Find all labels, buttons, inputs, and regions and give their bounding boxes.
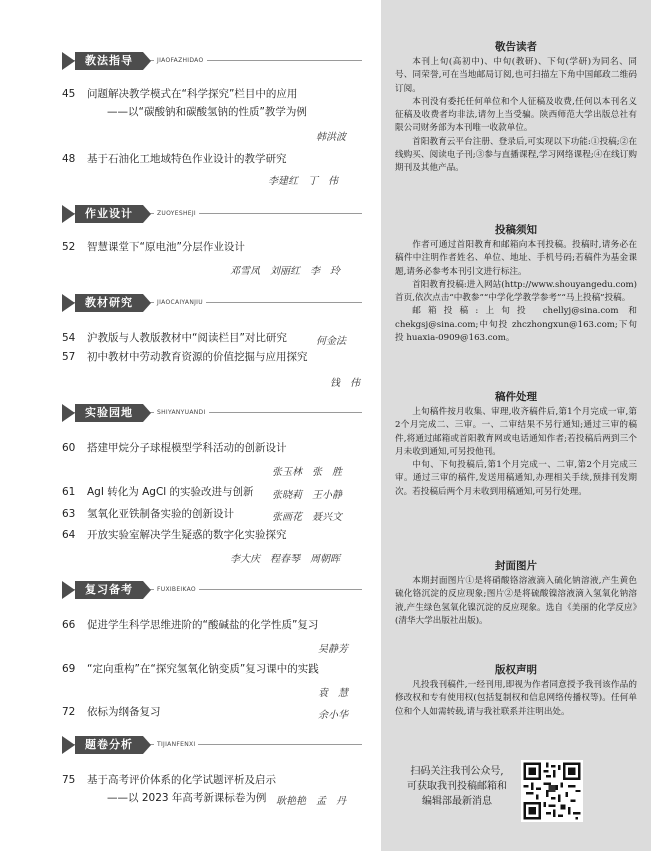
article-authors: 张晓莉 王小静 bbox=[272, 490, 342, 501]
page-number: 61 bbox=[62, 486, 76, 498]
notice-paragraph: 首阳教育投稿:进入网站(http://www.shouyangedu.com)首页,依次点击“中教参”“中学化学教学参考”“马上投稿”投稿。 bbox=[395, 279, 637, 304]
section-title: 复习备考 bbox=[75, 581, 143, 599]
page-number: 63 bbox=[62, 508, 76, 520]
notice-title: 敬告读者 bbox=[495, 41, 537, 53]
article-authors: 邓雪凤 刘丽红 李 玲 bbox=[230, 266, 340, 277]
section-header-fuxi bbox=[62, 581, 362, 599]
article-authors: 张画花 聂兴文 bbox=[272, 512, 342, 523]
section-header-jiaocai bbox=[62, 294, 362, 312]
page-number: 66 bbox=[62, 619, 76, 631]
article-authors: 李大庆 程春琴 周朝晖 bbox=[230, 554, 340, 565]
article-title: 促进学生科学思维进阶的“酸碱盐的化学性质”复习 bbox=[87, 619, 319, 631]
page-number: 52 bbox=[62, 241, 76, 253]
notice-paragraph: 本刊没有委托任何单位和个人征稿及收费,任何以本刊名义征稿及收费者均非法,请勿上当受骗。陕西师范大学出版总社有限公司财务部为本刊唯一收款单位。 bbox=[395, 96, 637, 134]
section-pinyin: FUXIBEIKAO bbox=[154, 586, 199, 593]
page-number: 69 bbox=[62, 663, 76, 675]
page-number: 57 bbox=[62, 351, 76, 363]
notice-processing bbox=[395, 406, 637, 499]
notice-title: 稿件处理 bbox=[495, 391, 537, 403]
article-title: 开放实验室解决学生疑惑的数字化实验探究 bbox=[87, 529, 287, 541]
notice-paragraph: 本刊上旬(高初中)、中旬(教研)、下旬(学研)为同名、同号、同荣誉,可在当地邮局订阅,也可扫描左下角中国邮政二维码订阅。 bbox=[395, 57, 637, 94]
article-authors: 耿艳艳 孟 丹 bbox=[276, 796, 346, 807]
article-authors: 袁 慧 bbox=[318, 688, 348, 699]
notice-paragraph: 中旬、下旬投稿后,第1个月完成一、二审,第2个月完成三审。通过三审的稿件,发送用稿通知,办理相关手续,预排刊发期次。若投稿后两个月未收到用稿通知,可另行处理。 bbox=[395, 460, 637, 497]
notice-paragraph: 本期封面图片①是将硝酸铬溶液滴入硫化钠溶液,产生黄色硫化铬沉淀的反应现象;图片②是将硫酸镍溶液滴入氢氧化钠溶液,产生绿色氢氧化镍沉淀的反应现象。选自《美丽的化学反应》(清华大学出版社出版)。 bbox=[395, 576, 637, 626]
article-title: 搭建甲烷分子球棍模型学科活动的创新设计 bbox=[87, 442, 287, 454]
article-title: 基于高考评价体系的化学试题评析及启示 bbox=[87, 774, 276, 786]
page-number: 75 bbox=[62, 774, 76, 786]
article-authors: 张玉林 张 胜 bbox=[272, 467, 342, 478]
section-pinyin: ZUOYESHEJI bbox=[154, 210, 199, 217]
article-title: 氢氧化亚铁制备实验的创新设计 bbox=[87, 508, 234, 520]
notice-paragraph: 凡投我刊稿件,一经刊用,即视为作者同意授予我刊该作品的修改权和专有使用权(包括复制权和信息网络传播权等)。任何单位和个人如需转载,请与我社联系并注明出处。 bbox=[395, 680, 637, 717]
page-number: 48 bbox=[62, 153, 76, 165]
article-title: 基于石油化工地域特色作业设计的教学研究 bbox=[87, 153, 287, 165]
notice-title: 版权声明 bbox=[495, 664, 537, 676]
section-title: 教法指导 bbox=[75, 52, 143, 70]
section-header-tijian bbox=[62, 736, 362, 754]
article-subtitle: ——以 2023 年高考新课标卷为例 bbox=[107, 792, 267, 804]
article-authors: 李建红 丁 伟 bbox=[268, 176, 338, 187]
notice-title: 投稿须知 bbox=[495, 224, 537, 236]
article-authors: 吴静芳 bbox=[318, 644, 348, 655]
article-title: 问题解决教学模式在“科学探究”栏目中的应用 bbox=[87, 88, 298, 100]
qr-code-icon[interactable] bbox=[521, 760, 583, 822]
page-number: 72 bbox=[62, 706, 76, 718]
article-title: 智慧课堂下“原电池”分层作业设计 bbox=[87, 241, 245, 253]
notice-cover bbox=[395, 575, 637, 628]
article-authors: 何金法 bbox=[316, 336, 346, 347]
section-title: 教材研究 bbox=[75, 294, 143, 312]
article-title: 沪教版与人教版教材中“阅读栏目”对比研究 bbox=[87, 332, 287, 344]
notice-title: 封面图片 bbox=[495, 560, 537, 572]
article-title: 依标为纲备复习 bbox=[87, 706, 161, 718]
section-header-shiyan bbox=[62, 404, 362, 422]
article-authors: 钱 伟 bbox=[330, 378, 360, 389]
page-number: 60 bbox=[62, 442, 76, 454]
qr-caption: 扫码关注我刊公众号,可获取我刊投稿邮箱和编辑部最新消息 bbox=[407, 766, 507, 807]
article-title: “定向重构”在“探究氢氧化钠变质”复习课中的实践 bbox=[87, 663, 319, 675]
article-authors: 韩洪波 bbox=[316, 132, 346, 143]
notice-submission bbox=[395, 239, 637, 345]
section-pinyin: JIAOCAIYANJIU bbox=[154, 299, 206, 306]
page-number: 45 bbox=[62, 88, 76, 100]
section-header-zuoye bbox=[62, 205, 362, 223]
page-number: 54 bbox=[62, 332, 76, 344]
section-header-jiaofa bbox=[62, 52, 362, 70]
notice-paragraph: 首阳教育云平台注册、登录后,可实现以下功能:①投稿;②在线购买、阅读电子刊;③参与直播课程,学习网络课程;④在线订购期刊及其他产品。 bbox=[395, 136, 637, 174]
article-subtitle: ——以“碳酸钠和碳酸氢钠的性质”教学为例 bbox=[107, 106, 307, 118]
section-pinyin: JIAOFAZHIDAO bbox=[154, 57, 207, 64]
notice-copyright bbox=[395, 679, 637, 719]
article-title: AgI 转化为 AgCl 的实验改进与创新 bbox=[87, 486, 254, 498]
article-title: 初中教材中劳动教育资源的价值挖掘与应用探究 bbox=[87, 351, 308, 363]
section-pinyin: TIJIANFENXI bbox=[154, 741, 198, 748]
section-pinyin: SHIYANYUANDI bbox=[154, 409, 209, 416]
notice-readers bbox=[395, 56, 637, 176]
notice-paragraph: 邮箱投稿:上旬投 chellyj@sina.com 和 chekgsj@sina.com;中旬投 zhczhongxun@163.com;下旬投 huaxia-0909@163.com。 bbox=[395, 306, 637, 344]
notice-panel bbox=[381, 0, 651, 851]
section-title: 题卷分析 bbox=[75, 736, 143, 754]
notice-paragraph: 作者可通过首阳教育和邮箱向本刊投稿。投稿时,请务必在稿件中注明作者姓名、单位、地址、手机号码;若稿件为基金课题,请务必参考本刊引文进行标注。 bbox=[395, 240, 637, 277]
section-title: 实验园地 bbox=[75, 404, 143, 422]
notice-paragraph: 上旬稿件按月收集、审理,收齐稿件后,第1个月完成一审,第2个月完成二、三审。一、二审结果不另行通知;通过三审的稿件,将通过邮箱或首阳教育网或电话通知作者;若投稿后两到三个月未收到通知,可另投他刊。 bbox=[395, 407, 637, 457]
section-title: 作业设计 bbox=[75, 205, 143, 223]
page-number: 64 bbox=[62, 529, 76, 541]
article-authors: 余小华 bbox=[318, 710, 348, 721]
